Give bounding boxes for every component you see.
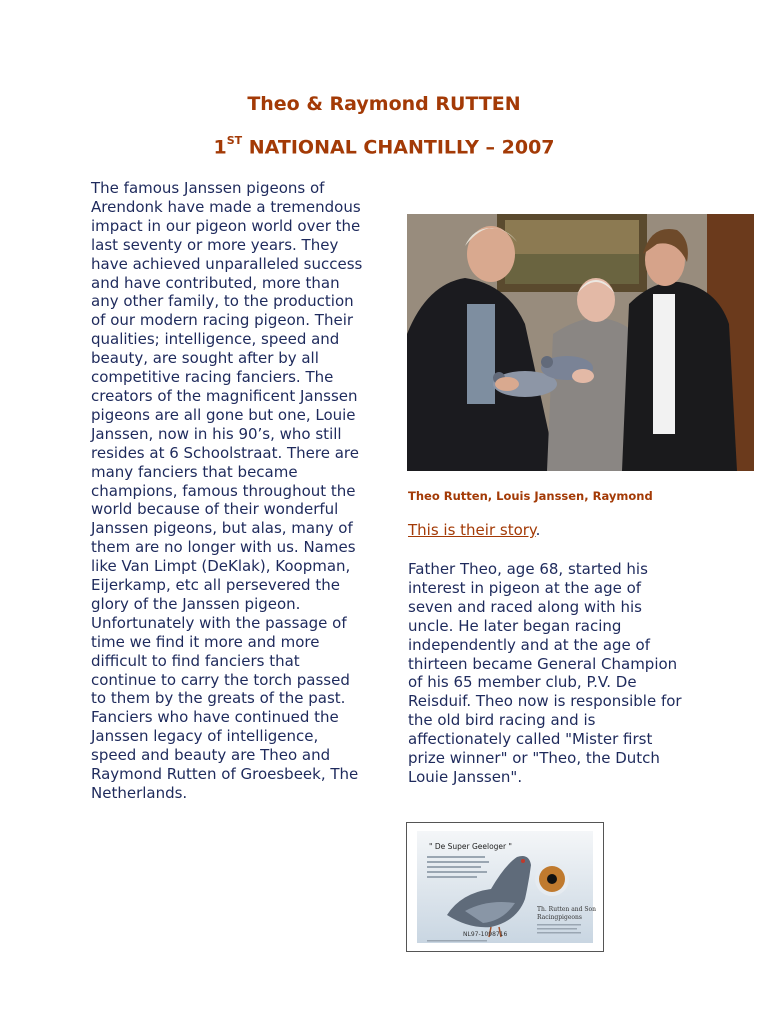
intro-paragraph: The famous Janssen pigeons of Arendonk have made a tremendous impact in our pigeon world over the last seventy or more years. They have achieved unparalleled success and have contributed, more than any other family, to the production of our modern racing pigeon. Their qualities; intelligence, speed and beauty, are sought after by all competitive racing fanciers. The creators of the magnificent Janssen pigeons are all gone but one, Louie Janssen, now in his 90’s, who still resides at 6 Schoolstraat. There are many fanciers that became champions, famous throughout the world because of their wonderful Janssen pigeons, but alas, many of them are no longer with us. Names like Van Limpt (DeKlak), Koopman, Eijerkamp, etc all persevered the glory of the Janssen pigeon. Unfortunately with the passage of time we find it more and more difficult to find fanciers that continue to carry the torch passed to them by the greats of the past. Fanciers who have continued the Janssen legacy of intelligence, speed and beauty are Theo and Raymond Rutten of Groesbeek, The Netherlands. [91,179,363,802]
page-title: Theo & Raymond RUTTEN [247,93,521,115]
pigeon-advert-illustration [407,823,603,951]
subtitle-number: 1 [213,136,227,159]
ad-loft-subtitle: Racingpigeons [537,914,582,921]
subtitle-text: NATIONAL CHANTILLY – 2007 [242,136,555,159]
photo-caption: Theo Rutten, Louis Janssen, Raymond [408,489,653,503]
family-photo-illustration [407,214,754,471]
subtitle-ordinal-suffix: ST [226,134,243,147]
ad-ring-number: NL97-1098716 [463,931,508,938]
story-link[interactable]: This is their story [408,521,536,539]
story-period: . [535,521,541,539]
ad-loft-name: Th. Rutten and Son [537,906,596,913]
story-heading [408,521,540,539]
pigeon-advert-image [406,822,604,952]
page-subtitle [0,136,768,158]
family-photo [407,214,754,471]
ad-bird-name: " De Super Geeloger " [429,842,512,851]
theo-paragraph: Father Theo, age 68, started his interest in pigeon at the age of seven and raced along with his uncle. He later began racing independently and at the age of thirteen became General Champion of his 65 member club, P.V. De Reisduif. Theo now is responsible for the old bird racing and is affectionately called "Mister first prize winner" or "Theo, the Dutch Louie Janssen". [408,560,682,786]
